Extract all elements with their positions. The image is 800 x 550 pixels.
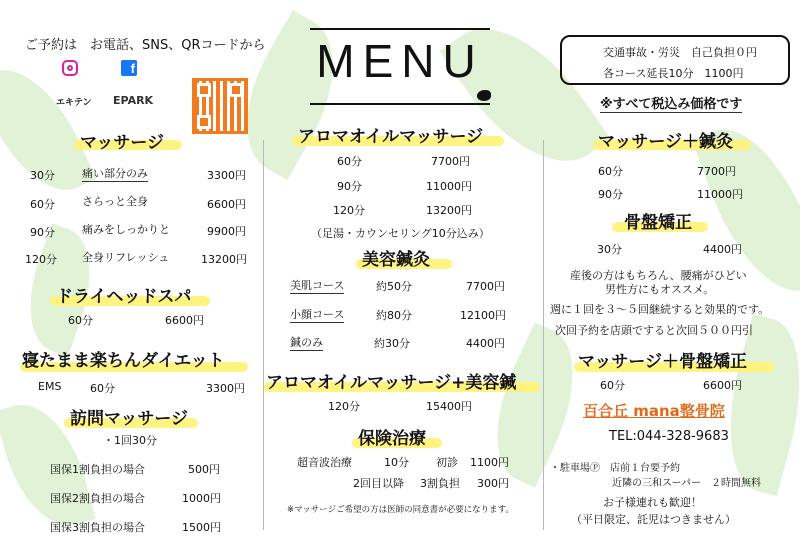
aroma_beauty-price: 15400円	[426, 400, 472, 413]
visit-items-0-price: 500円	[188, 463, 220, 476]
diet-time: 60分	[90, 382, 115, 395]
menu-rule-top	[310, 28, 490, 30]
visit-items-2-price: 1500円	[182, 521, 221, 534]
beauty-items-1-price: 12100円	[460, 309, 506, 322]
mass_acu-items-0-price: 7700円	[697, 165, 736, 178]
insurance-r2-a: 2回目以降	[353, 477, 404, 490]
column-divider-left	[263, 140, 264, 530]
pelvis-text-1: 産後の方はもちろん、腰痛がひどい	[570, 269, 747, 282]
bird-icon	[477, 90, 491, 101]
clinic-tel[interactable]: TEL:044-328-9683	[609, 429, 729, 444]
massage-items-1-price: 6600円	[207, 198, 246, 211]
beauty-items-2-price: 4400円	[466, 337, 505, 350]
dry-head-spa-price: 6600円	[165, 314, 204, 327]
insurance-r1-a: 超音波治療	[297, 456, 352, 469]
insurance-r2-c: 300円	[477, 477, 509, 490]
insurance-r1-c: 初診	[436, 456, 458, 469]
aroma_beauty-time: 120分	[328, 400, 360, 413]
mass_acu-items-0-time: 60分	[598, 165, 623, 178]
instagram-icon[interactable]	[62, 60, 78, 76]
massage-items-2-name: 痛みをしっかりと	[82, 223, 170, 236]
massage-items-2-price: 9900円	[207, 225, 246, 238]
pelvis-text-4: 次回予約を店頭ですると次回５００円引	[555, 324, 753, 337]
massage-items-0-price: 3300円	[207, 169, 246, 182]
parking-info-1: ・駐車場Ⓟ 店前１台要予約	[550, 463, 680, 474]
reservation-note: ご予約は お電話、SNS、QRコードから	[25, 38, 266, 53]
visit-items-1-price: 1000円	[182, 492, 221, 505]
massage-items-0-time: 30分	[30, 169, 55, 182]
aroma-items-0-time: 60分	[337, 155, 362, 168]
aroma-items-2-time: 120分	[333, 204, 365, 217]
tax-note: ※すべて税込み価格です	[600, 93, 742, 113]
kids-welcome: お子様連れも歓迎！	[603, 496, 702, 509]
info-box-line1: 交通事故・労災 自己負担０円	[603, 46, 757, 59]
massage-items-0-name: 痛い部分のみ	[82, 167, 148, 180]
column-divider-right	[543, 140, 544, 530]
insurance-r1-d: 1100円	[470, 456, 509, 469]
beauty-acupuncture-title: 美容鍼灸	[362, 250, 430, 270]
pelvis-text-2: 男性方にもオススメ。	[605, 283, 715, 296]
massage-items-2-time: 90分	[30, 226, 55, 239]
aroma-items-1-price: 11000円	[426, 180, 472, 193]
parking-info-2: 近隣の三和スーパー ２時間無料	[612, 478, 761, 489]
consent-note: ※マッサージご希望の方は医師の同意書が必要になります。	[287, 505, 514, 515]
beauty-items-0-time: 約50分	[376, 280, 412, 293]
mass_pelvis-price: 6600円	[703, 379, 742, 392]
visit-items-0-label: 国保1割負担の場合	[50, 463, 145, 476]
visit-massage-title: 訪問マッサージ	[70, 409, 188, 429]
dry-head-spa-title: ドライヘッドスパ	[56, 287, 192, 307]
visit-items-1-label: 国保2割負担の場合	[50, 492, 145, 505]
massage-items-3-time: 120分	[25, 253, 57, 266]
visit-items-2-label: 国保3割負担の場合	[50, 521, 145, 534]
beauty-items-2-time: 約30分	[374, 337, 410, 350]
aroma-beauty-title: アロマオイルマッサージ+美容鍼	[266, 373, 517, 393]
aroma-items-1-time: 90分	[337, 180, 362, 193]
dry-head-spa-time: 60分	[68, 314, 93, 327]
insurance-r1-b: 10分	[384, 456, 409, 469]
beauty-items-0-name: 美肌コース	[290, 279, 345, 292]
visit-sub: ・1回30分	[103, 434, 157, 447]
info-box-line2: 各コース延長10分 1100円	[603, 67, 744, 80]
massage-acupuncture-title: マッサージ＋鍼灸	[598, 132, 733, 152]
massage-items-3-price: 13200円	[201, 253, 247, 266]
facebook-icon[interactable]: f	[121, 60, 137, 76]
massage-items-3-name: 全身リフレッシュ	[82, 251, 170, 264]
aroma-title: アロマオイルマッサージ	[298, 127, 484, 147]
aroma-items-0-price: 7700円	[431, 155, 470, 168]
diet-title: 寝たまま楽ちんダイエット	[22, 351, 225, 371]
aroma-note: （足湯・カウンセリング10分込み）	[311, 227, 490, 240]
beauty-items-0-price: 7700円	[466, 280, 505, 293]
beauty-items-1-name: 小顔コース	[290, 308, 345, 321]
aroma-items-2-price: 13200円	[426, 204, 472, 217]
qr-code[interactable]	[192, 78, 248, 134]
massage-pelvis-title: マッサージ＋骨盤矯正	[578, 352, 747, 372]
massage-items-1-time: 60分	[30, 198, 55, 211]
kids-note: （平日限定、託児はつきません）	[571, 513, 736, 526]
beauty-items-1-time: 約80分	[376, 309, 412, 322]
pelvis-title: 骨盤矯正	[624, 213, 692, 233]
epark-logo[interactable]: EPARK	[113, 94, 154, 107]
insurance-title: 保険治療	[358, 429, 426, 449]
pelvis-time: 30分	[597, 243, 622, 256]
pelvis-price: 4400円	[703, 243, 742, 256]
mass_pelvis-time: 60分	[600, 379, 625, 392]
clinic-name: 百合丘 mana整骨院	[583, 402, 725, 420]
mass_acu-items-1-time: 90分	[598, 188, 623, 201]
insurance-r2-b: 3割負担	[420, 477, 460, 490]
menu-title: MENU	[316, 35, 484, 87]
menu-rule-bottom	[310, 103, 490, 105]
ekiten-logo[interactable]: エキテン	[56, 98, 92, 108]
diet-price: 3300円	[206, 382, 245, 395]
massage-title: マッサージ	[80, 133, 164, 153]
beauty-items-2-name: 鍼のみ	[290, 336, 323, 349]
mass_acu-items-1-price: 11000円	[697, 188, 743, 201]
massage-items-1-name: さらっと全身	[82, 195, 148, 208]
pelvis-text-3: 週に１回を３～５回継続すると効果的です。	[550, 303, 770, 316]
diet-label: EMS	[38, 380, 62, 393]
